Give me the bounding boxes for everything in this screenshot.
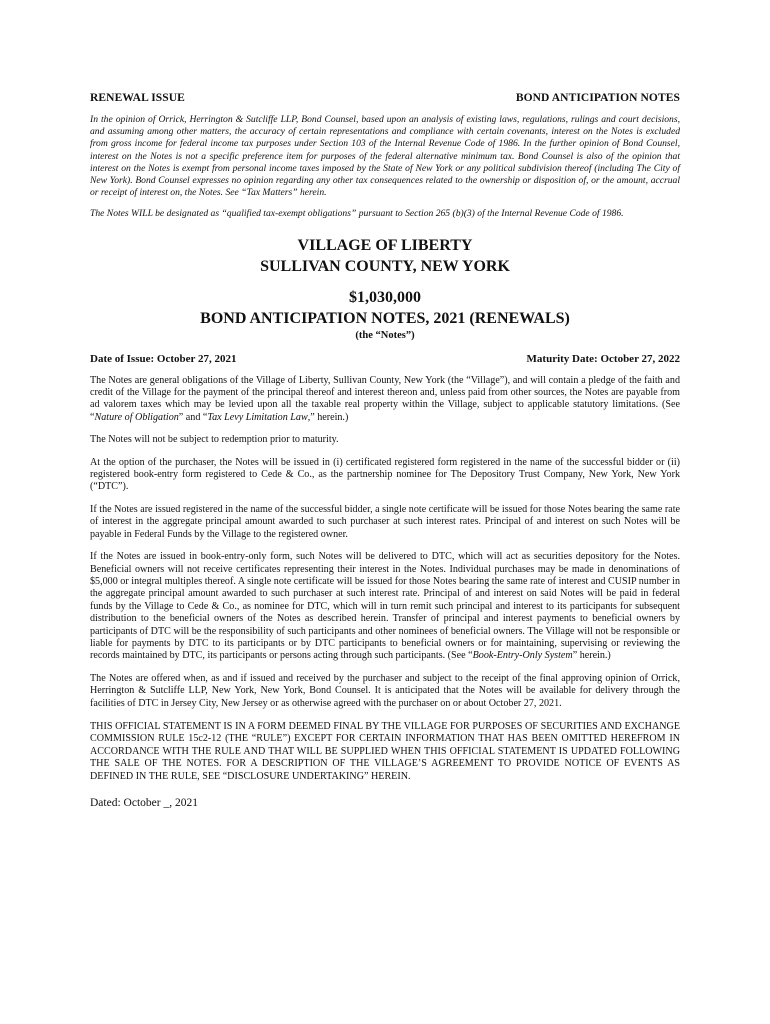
issuer-county-state: SULLIVAN COUNTY, NEW YORK <box>260 257 510 275</box>
header-renewal-issue: RENEWAL ISSUE <box>90 92 185 104</box>
redemption-paragraph: The Notes will not be subject to redemption prior to maturity. <box>90 434 339 446</box>
book-entry-system-ref: Book-Entry-Only System <box>472 650 573 662</box>
issue-title <box>90 287 680 329</box>
obligation-text-3: ,” herein.) <box>307 411 349 423</box>
obligation-paragraph <box>90 375 680 425</box>
obligation-text-2: ” and “ <box>178 411 208 423</box>
form-of-issuance-paragraph: At the option of the purchaser, the Notes will be issued in (i) certificated registered form registered in the name of the successful bidder or (ii) registered book-entry form registered to Cede & Co., as the partnership nominee for The Depository Trust Company, New York, New York (“DTC”). <box>90 456 680 493</box>
dated-line: Dated: October _, 2021 <box>90 797 198 809</box>
tax-exempt-designation-paragraph: The Notes WILL be designated as “qualified tax-exempt obligations” pursuant to Section 265 (b)(3) of the Internal Revenue Code of 1986. <box>90 208 624 220</box>
issue-name: BOND ANTICIPATION NOTES, 2021 (RENEWALS) <box>200 309 570 327</box>
page-header <box>90 92 680 104</box>
nature-of-obligation-ref: Nature of Obligation <box>94 411 179 423</box>
dates-row <box>90 353 680 365</box>
obligation-text-1: The Notes are general obligations of the Village of Liberty, Sullivan County, New York (the “Village”), and will contain a pledge of the faith and credit of the Village for the payment of the principal thereof and interest thereon and, unless paid from other sources, the Notes are payable from ad valorem taxes which may be levied upon all the taxable real property within the Village, subject to applicable statutory limitations. (See “ <box>90 374 680 423</box>
book-entry-text-2: ” herein.) <box>572 650 611 662</box>
delivery-paragraph: The Notes are offered when, as and if issued and received by the purchaser and subject to the receipt of the final approving opinion of Orrick, Herrington & Sutcliffe LLP, New York, New York, Bond Counsel. It is anticipated that the Notes will be available for delivery through the facilities of DTC in Jersey City, New Jersey or as otherwise agreed with the purchaser on or about October 27, 2021. <box>90 672 680 709</box>
issuer-name: VILLAGE OF LIBERTY <box>297 236 473 254</box>
registered-bidder-paragraph: If the Notes are issued registered in the name of the successful bidder, a single note certificate will be issued for those Notes bearing the same rate of interest in the aggregate principal amount awarded to such purchaser at such interest rates. Principal of and interest on such Notes will be payable in Federal Funds by the Village to the registered owner. <box>90 503 680 540</box>
notes-definition: (the “Notes”) <box>355 329 415 341</box>
header-bond-anticipation-notes: BOND ANTICIPATION NOTES <box>515 92 680 104</box>
book-entry-paragraph <box>90 551 680 663</box>
maturity-date: Maturity Date: October 27, 2022 <box>526 352 680 365</box>
rule-15c2-12-paragraph: THIS OFFICIAL STATEMENT IS IN A FORM DEEMED FINAL BY THE VILLAGE FOR PURPOSES OF SECURITIES AND EXCHANGE COMMISSION RULE 15c2-12 (THE “RULE”) EXCEPT FOR CERTAIN INFORMATION THAT HAS BEEN OMITTED HEREFROM IN ACCORDANCE WITH THE RULE AND THAT WILL BE SUPPLIED WHEN THIS OFFICIAL STATEMENT IS UPDATED FOLLOWING THE SALE OF THE NOTES. FOR A DESCRIPTION OF THE VILLAGE’S AGREEMENT TO PROVIDE NOTICE OF EVENTS AS DEFINED IN THE RULE, SEE “DISCLOSURE UNDERTAKING” HEREIN. <box>90 720 680 782</box>
issuer-title <box>90 235 680 277</box>
tax-levy-limitation-ref: Tax Levy Limitation Law <box>207 411 308 423</box>
document-page <box>90 92 680 809</box>
date-of-issue: Date of Issue: October 27, 2021 <box>90 352 237 365</box>
issue-amount: $1,030,000 <box>349 288 421 306</box>
book-entry-text-1: If the Notes are issued in book-entry-only form, such Notes will be delivered to DTC, which will act as securities depository for the Notes. Beneficial owners will not receive certificates representing their interest in the Notes. Individual purchases may be made in denominations of $5,000 or integral multiples thereof. A single note certificate will be issued for those Notes bearing the same rate of interest and CUSIP number in the aggregate principal amount awarded to such purchaser at such interest rate. Principal of and interest on said Notes will be paid in federal funds by the Village to Cede & Co., as nominee for DTC, which will in turn remit such principal and interest to its participants for subsequent distribution to the beneficial owners of the Notes as described herein. Transfer of principal and interest payments to beneficial owners by participants of DTC will be the responsibility of such participants and other nominees of beneficial owners. The Village will not be responsible or liable for payments by DTC to its participants or by DTC participants to beneficial owners or for maintaining, supervising or reviewing the records maintained by DTC, its participants or persons acting through such participants. (See “ <box>90 551 680 662</box>
tax-opinion-paragraph: In the opinion of Orrick, Herrington & Sutcliffe LLP, Bond Counsel, based upon an analysis of existing laws, regulations, rulings and court decisions, and assuming among other matters, the accuracy of certain representations and compliance with certain covenants, interest on the Notes is excluded from gross income for federal income tax purposes under Section 103 of the Internal Revenue Code of 1986. In the further opinion of Bond Counsel, interest on the Notes is not a specific preference item for purposes of the federal alternative minimum tax. Bond Counsel is also of the opinion that interest on the Notes is exempt from personal income taxes imposed by the State of New York or any political subdivision thereof (including The City of New York). Bond Counsel expresses no opinion regarding any other tax consequences related to the ownership or disposition of, or the amount, accrual or receipt of interest on, the Notes. See “Tax Matters” herein. <box>90 114 680 199</box>
